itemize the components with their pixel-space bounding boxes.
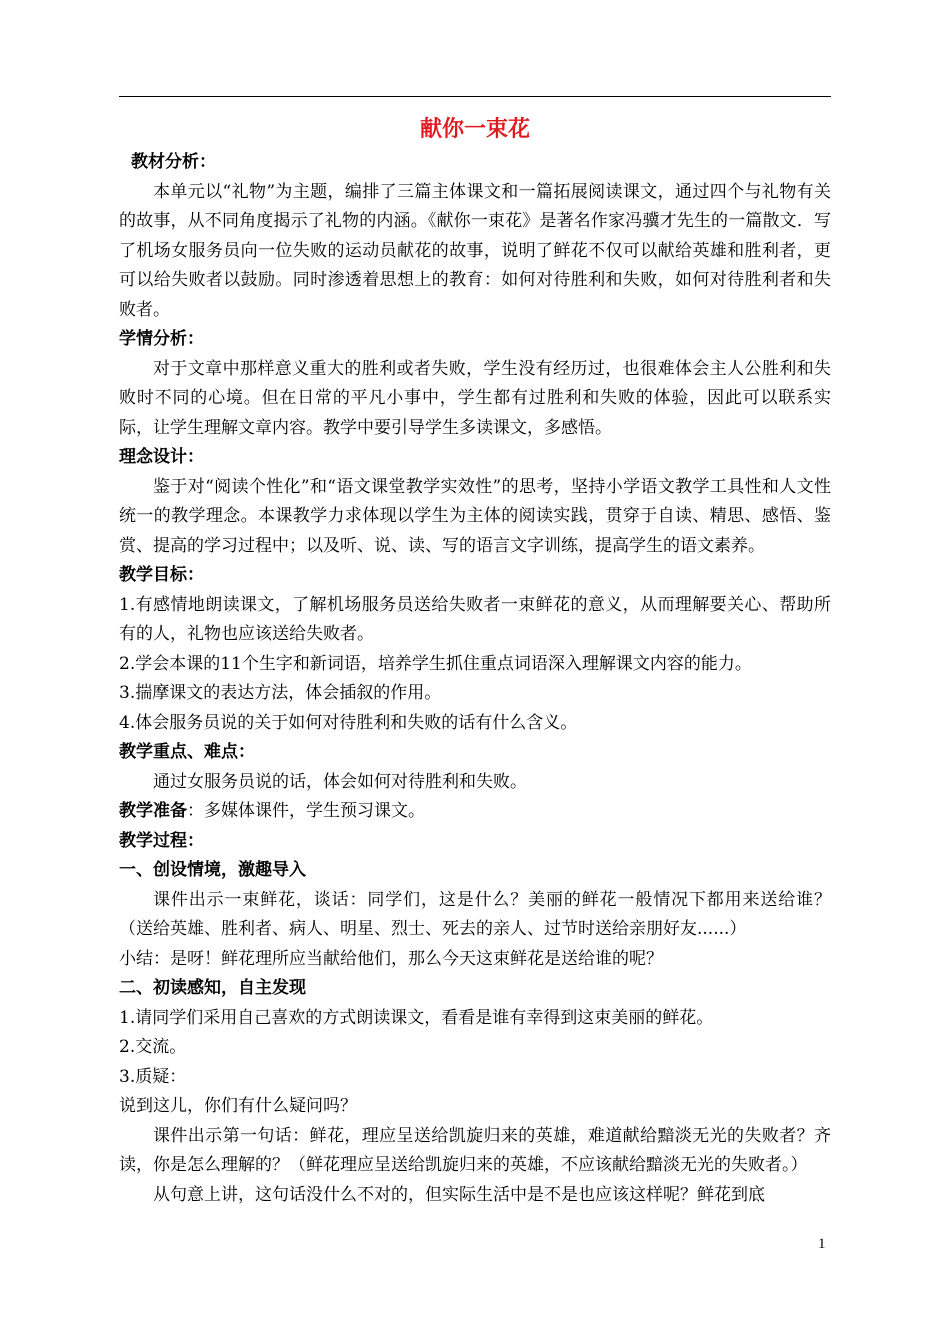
preparation-line <box>119 797 831 827</box>
section-heading-concept: 理念设计： <box>119 447 204 467</box>
section-heading-key-points: 教学重点、难点： <box>119 742 255 762</box>
process-part1-summary: 小结：是呀！鲜花理所应当献给他们，那么今天这束鲜花是送给谁的呢？ <box>119 948 663 969</box>
section-heading-process: 教学过程： <box>119 830 204 851</box>
section-heading-material: 教材分析： <box>131 152 216 172</box>
preparation-text: ：多媒体课件，学生预习课文。 <box>187 801 425 821</box>
document-body <box>119 112 831 1210</box>
process-part2-body2: 从句意上讲，这句话没什么不对的，但实际生活中是不是也应该这样呢？鲜花到底 <box>153 1184 765 1205</box>
goal-item: 2.学会本课的11个生字和新词语，培养学生抓住重点词语深入理解课文内容的能力。 <box>119 653 752 674</box>
section-heading-goals: 教学目标： <box>119 565 204 585</box>
section-body-material: 本单元以“礼物”为主题，编排了三篇主体课文和一篇拓展阅读课文，通过四个与礼物有关的故事，从不同角度揭示了礼物的内涵。《献你一束花》是著名作家冯骥才先生的一篇散文．写了机场女服务员向一位失败的运动员献花的故事，说明了鲜花不仅可以献给英雄和胜利者，更可以给失败者以鼓励。同时渗透着思想上的教育：如何对待胜利和失败，如何对待胜利者和失败者。 <box>119 181 831 320</box>
process-part1-body: 课件出示一束鲜花，谈话：同学们，这是什么？美丽的鲜花一般情况下都用来送给谁？（送给英雄、胜利者、病人、明星、烈士、死去的亲人、过节时送给亲朋好友......） <box>119 889 831 939</box>
section-heading-students: 学情分析： <box>119 329 204 349</box>
process-part2-item: 说到这儿，你们有什么疑问吗？ <box>119 1096 357 1116</box>
goal-item: 3.揣摩课文的表达方法，体会插叙的作用。 <box>119 683 442 703</box>
section-body-students: 对于文章中那样意义重大的胜利或者失败，学生没有经历过，也很难体会主人公胜利和失败时不同的心境。但在日常的平凡小事中，学生都有过胜利和失败的体验，因此可以联系实际，让学生理解文章内容。教学中要引导学生多读课文，多感悟。 <box>119 358 831 438</box>
process-part2-item: 2.交流。 <box>119 1037 187 1057</box>
document-title: 献你一束花 <box>419 117 530 142</box>
section-body-concept: 鉴于对“阅读个性化”和“语文课堂教学实效性”的思考，坚持小学语文教学工具性和人文性统一的教学理念。本课教学力求体现以学生为主体的阅读实践，贯穿于自读、精思、感悟、鉴赏、提高的学习过程中；以及听、说、读、写的语言文字训练，提高学生的语文素养。 <box>119 476 831 556</box>
preparation-label: 教学准备 <box>119 801 187 821</box>
process-part2-body1: 课件出示第一句话：鲜花，理应呈送给凯旋归来的英雄，难道献给黯淡无光的失败者？齐读，你是怎么理解的？（鲜花理应呈送给凯旋归来的英雄，不应该献给黯淡无光的失败者。） <box>119 1125 831 1175</box>
process-part2-item: 3.质疑： <box>119 1066 187 1087</box>
process-part2-heading: 二、初读感知，自主发现 <box>119 978 306 998</box>
goal-item: 1.有感情地朗读课文，了解机场服务员送给失败者一束鲜花的意义，从而理解要关心、帮助所有的人，礼物也应该送给失败者。 <box>119 594 831 644</box>
page-number: 1 <box>818 1236 826 1252</box>
goal-item: 4.体会服务员说的关于如何对待胜利和失败的话有什么含义。 <box>119 712 578 733</box>
process-part1-heading: 一、创设情境，激趣导入 <box>119 860 306 880</box>
header-rule <box>119 96 831 97</box>
process-part2-item: 1.请同学们采用自己喜欢的方式朗读课文，看看是谁有幸得到这束美丽的鲜花。 <box>119 1007 714 1028</box>
section-body-key-points: 通过女服务员说的话，体会如何对待胜利和失败。 <box>153 771 527 792</box>
